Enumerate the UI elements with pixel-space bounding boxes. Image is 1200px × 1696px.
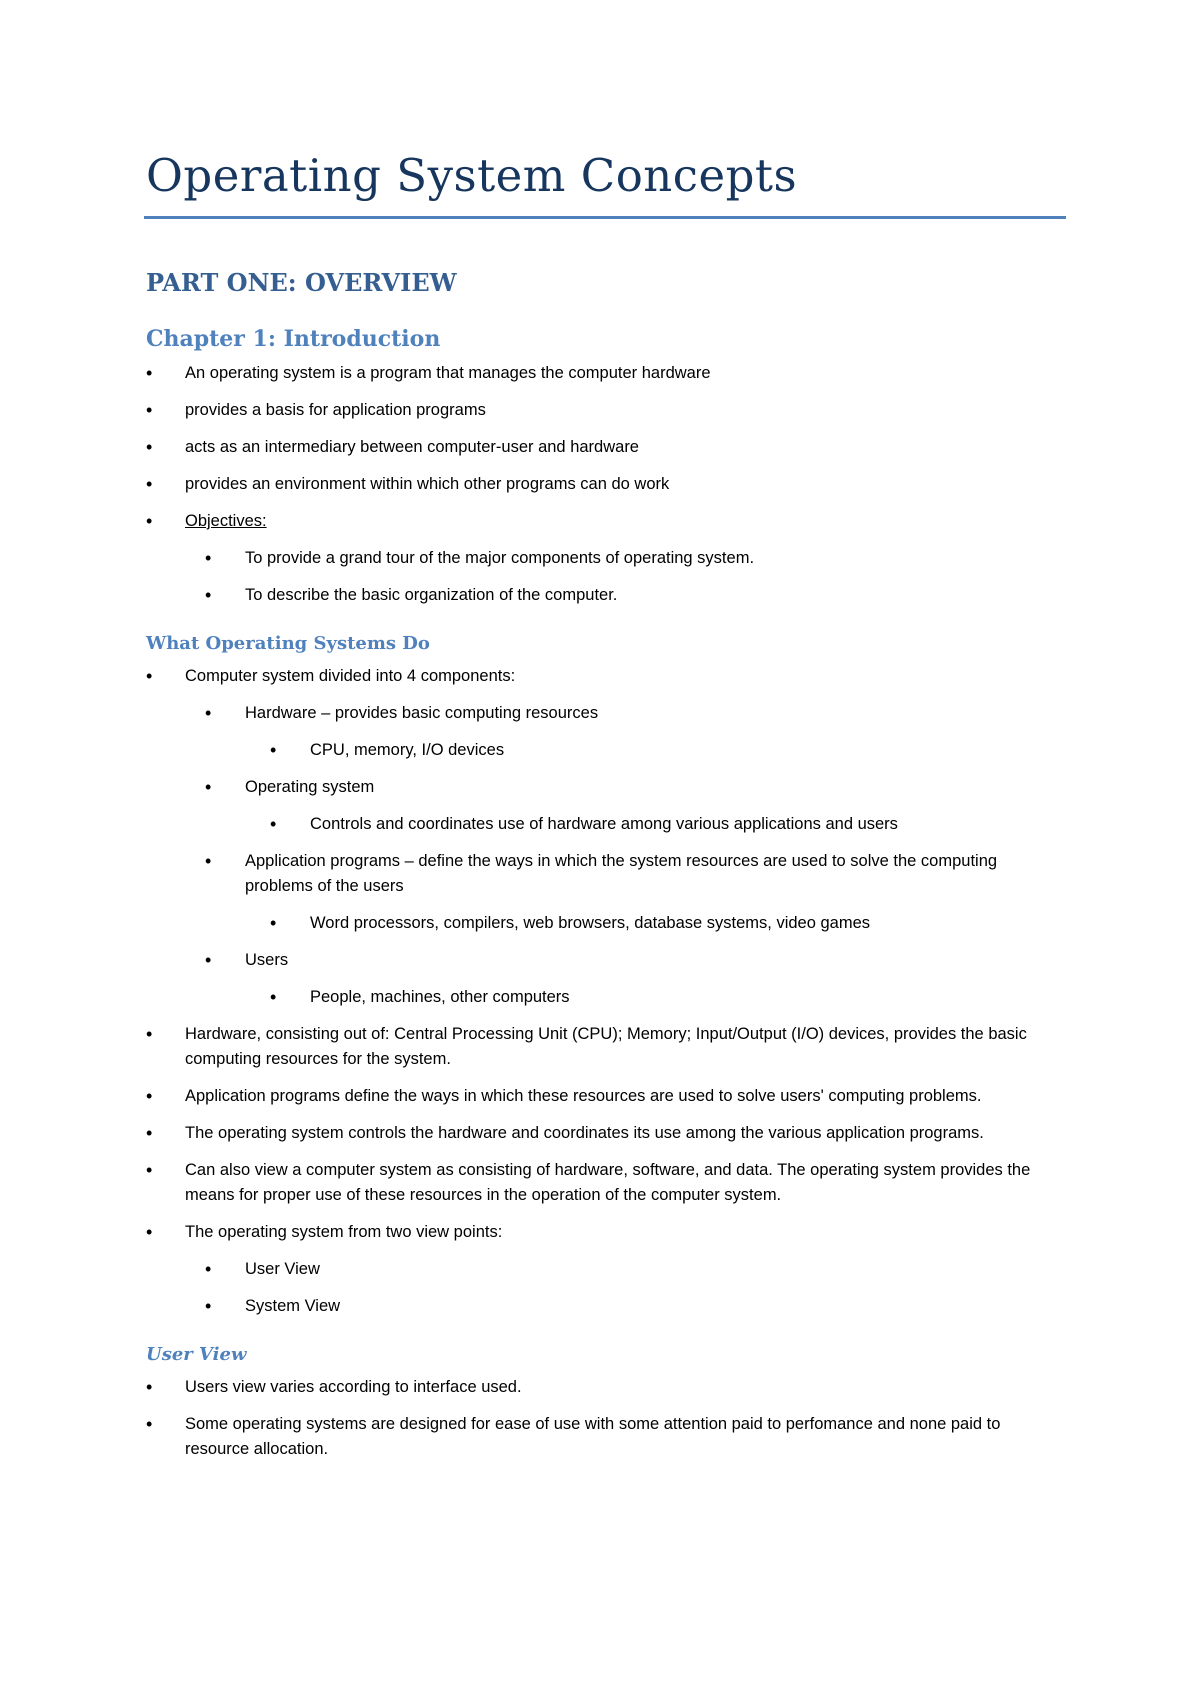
list-item: • acts as an intermediary between computer-user and hardware <box>146 435 1068 460</box>
bullet-icon: • <box>270 814 277 834</box>
list-item: • The operating system from two view points: <box>146 1220 1068 1245</box>
bullet-icon: • <box>146 474 153 494</box>
bullet-icon: • <box>205 585 212 605</box>
viewpoint-item: • User View <box>146 1257 1068 1282</box>
objectives-item <box>146 509 1068 534</box>
objective-item: • To describe the basic organization of the computer. <box>146 583 1068 608</box>
objectives-label: Objectives: <box>185 512 267 530</box>
component-detail: • CPU, memory, I/O devices <box>146 738 1068 763</box>
list-item: • Can also view a computer system as consisting of hardware, software, and data. The operating system provides the means for proper use of these resources in the operation of the computer system. <box>146 1160 1031 1204</box>
list-item: • Application programs define the ways in which these resources are used to solve users' computing problems. <box>146 1084 1068 1109</box>
objective-item: • To provide a grand tour of the major components of operating system. <box>146 546 1068 571</box>
bullet-icon: • <box>146 1377 153 1397</box>
viewpoint-item: • System View <box>146 1294 1068 1319</box>
bullet-icon: • <box>146 400 153 420</box>
component-detail: • Controls and coordinates use of hardware among various applications and users <box>146 812 1068 837</box>
section-heading-what-os-do: What Operating Systems Do <box>146 633 430 654</box>
chapter1-bullet-list <box>146 361 1068 608</box>
bullet-icon: • <box>146 363 153 383</box>
bullet-icon: • <box>270 913 277 933</box>
bullet-icon: • <box>205 548 212 568</box>
chapter-heading: Chapter 1: Introduction <box>146 326 441 352</box>
list-item: • provides a basis for application programs <box>146 398 1068 423</box>
user-view-list <box>146 1375 1068 1462</box>
bullet-icon: • <box>146 666 153 686</box>
list-item: • The operating system controls the hardware and coordinates its use among the various application programs. <box>146 1121 1068 1146</box>
bullet-icon: • <box>205 703 212 723</box>
bullet-icon: • <box>146 437 153 457</box>
bullet-icon: • <box>270 740 277 760</box>
list-item: • Some operating systems are designed for ease of use with some attention paid to perfomance and none paid to resource allocation. <box>146 1414 1001 1458</box>
component-detail: • Word processors, compilers, web browsers, database systems, video games <box>146 911 1068 936</box>
bullet-icon: • <box>146 511 153 531</box>
list-item: • Users view varies according to interface used. <box>146 1375 1068 1400</box>
bullet-icon: • <box>205 1296 212 1316</box>
list-item: • Hardware, consisting out of: Central Processing Unit (CPU); Memory; Input/Output (I/O) devices, provides the basic computing resources for the system. <box>146 1024 1027 1068</box>
component-item: • Operating system <box>146 775 1068 800</box>
list-item: • An operating system is a program that manages the computer hardware <box>146 361 1068 386</box>
component-item: • Hardware – provides basic computing resources <box>146 701 1068 726</box>
bullet-icon: • <box>146 1222 153 1242</box>
component-detail: • People, machines, other computers <box>146 985 1068 1010</box>
component-item: • Users <box>146 948 1068 973</box>
bullet-icon: • <box>205 950 212 970</box>
bullet-icon: • <box>146 1123 153 1143</box>
bullet-icon: • <box>146 1160 153 1180</box>
bullet-icon: • <box>205 1259 212 1279</box>
title-underline <box>144 216 1066 219</box>
bullet-icon: • <box>270 987 277 1007</box>
bullet-icon: • <box>146 1414 153 1434</box>
component-item: • Application programs – define the ways in which the system resources are used to solve the computing problems of the users <box>205 851 998 895</box>
section-heading-user-view: User View <box>146 1344 247 1365</box>
list-item: • provides an environment within which other programs can do work <box>146 472 1068 497</box>
part-heading: PART ONE: OVERVIEW <box>146 268 457 297</box>
bullet-icon: • <box>205 777 212 797</box>
bullet-icon: • <box>146 1024 153 1044</box>
list-item: • Computer system divided into 4 components: <box>146 664 1068 689</box>
bullet-icon: • <box>205 851 212 871</box>
what-os-do-list <box>146 664 1068 1319</box>
document-title: Operating System Concepts <box>146 149 798 202</box>
bullet-icon: • <box>146 1086 153 1106</box>
